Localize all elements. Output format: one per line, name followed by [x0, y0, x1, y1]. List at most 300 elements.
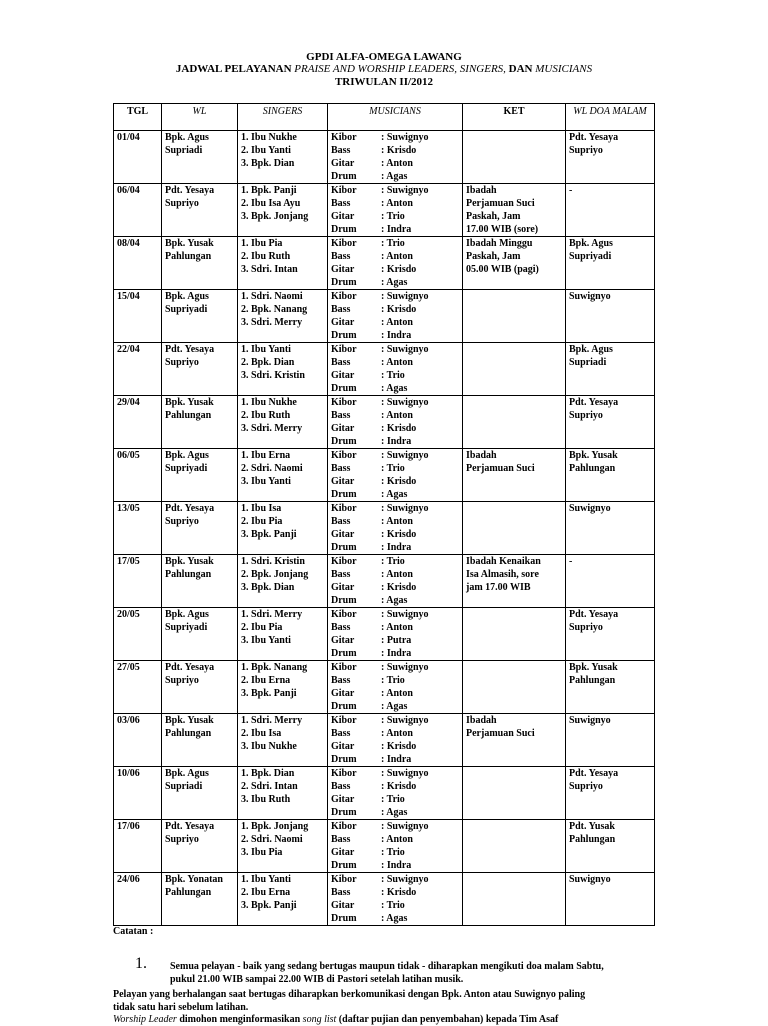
table-row — [114, 714, 655, 767]
instrument-label: Drum — [331, 489, 357, 500]
instrument-label: Drum — [331, 436, 357, 447]
instrument-label: Kibor — [331, 291, 357, 302]
instrument-label: Gitar — [331, 370, 355, 381]
ket-line: Ibadah — [466, 185, 497, 196]
notes-cell — [463, 502, 566, 555]
worship-leader-line: Pahlungan — [165, 728, 212, 739]
singer-line: 1. Bpk. Dian — [241, 768, 295, 779]
singer-line: 3. Sdri. Merry — [241, 317, 303, 328]
notes-cell — [463, 714, 566, 767]
musician-name: : Krisdo — [381, 423, 417, 434]
date-text: 13/05 — [117, 503, 140, 514]
musician-line — [331, 833, 459, 846]
night-prayer-wl-cell — [566, 184, 655, 237]
musician-name: : Suwignyo — [381, 291, 429, 302]
musician-name: : Suwignyo — [381, 874, 429, 885]
musician-line — [331, 873, 459, 886]
night-prayer-wl-line: Bpk. Agus — [569, 238, 613, 249]
singer-line: 1. Bpk. Jonjang — [241, 821, 309, 832]
singer-line: 2. Ibu Erna — [241, 675, 291, 686]
night-prayer-wl-line: Pahlungan — [569, 834, 616, 845]
table-row — [114, 343, 655, 396]
date-cell — [114, 502, 162, 555]
worship-leader-line: Supriadi — [165, 145, 203, 156]
musician-name: : Krisdo — [381, 476, 417, 487]
table-header-row — [114, 104, 655, 131]
night-prayer-wl-line: Bpk. Yusak — [569, 450, 618, 461]
subtitle-part-c: DAN — [505, 63, 536, 75]
musician-line — [331, 515, 459, 528]
instrument-label: Gitar — [331, 900, 355, 911]
ket-line: Ibadah Minggu — [466, 238, 533, 249]
singer-line: 3. Bpk. Dian — [241, 158, 295, 169]
date-cell — [114, 184, 162, 237]
musician-name: : Trio — [381, 556, 405, 567]
musician-name: : Anton — [381, 198, 413, 209]
worship-leader-line: Bpk. Yusak — [165, 715, 214, 726]
musician-line — [331, 846, 459, 859]
worship-leader-line: Pahlungan — [165, 251, 212, 262]
singer-line: 1. Ibu Isa — [241, 503, 282, 514]
date-cell — [114, 237, 162, 290]
note-1 — [170, 960, 670, 986]
musician-line — [331, 740, 459, 753]
musician-line — [331, 475, 459, 488]
instrument-label: Kibor — [331, 821, 357, 832]
date-text: 17/05 — [117, 556, 140, 567]
subtitle-part-b: PRAISE AND WORSHIP LEADERS, SINGERS, — [294, 63, 506, 75]
night-prayer-wl-cell — [566, 290, 655, 343]
musician-line — [331, 806, 459, 819]
musician-line — [331, 661, 459, 674]
singers-cell — [238, 131, 328, 184]
worship-leader-cell — [162, 555, 238, 608]
date-text: 10/06 — [117, 768, 140, 779]
singer-line: 3. Bpk. Panji — [241, 529, 297, 540]
musician-name: : Suwignyo — [381, 132, 429, 143]
singer-line: 1. Ibu Nukhe — [241, 397, 297, 408]
musician-name: : Krisdo — [381, 529, 417, 540]
instrument-label: Bass — [331, 887, 351, 898]
singer-line: 2. Ibu Isa Ayu — [241, 198, 301, 209]
worship-leader-cell — [162, 237, 238, 290]
date-text: 06/04 — [117, 185, 140, 196]
instrument-label: Drum — [331, 701, 357, 712]
musicians-cell — [328, 449, 463, 502]
instrument-label: Bass — [331, 251, 351, 262]
singer-line: 1. Bpk. Nanang — [241, 662, 308, 673]
musician-name: : Anton — [381, 834, 413, 845]
night-prayer-wl-line: Supriadi — [569, 357, 607, 368]
instrument-label: Gitar — [331, 741, 355, 752]
musician-name: : Trio — [381, 463, 405, 474]
worship-leader-cell — [162, 449, 238, 502]
ket-line: 17.00 WIB (sore) — [466, 224, 539, 235]
instrument-label: Drum — [331, 754, 357, 765]
musician-line — [331, 170, 459, 183]
table-row — [114, 237, 655, 290]
singer-line: 3. Bpk. Panji — [241, 688, 297, 699]
instrument-label: Drum — [331, 277, 357, 288]
night-prayer-wl-cell — [566, 449, 655, 502]
singer-line: 2. Bpk. Jonjang — [241, 569, 309, 580]
instrument-label: Drum — [331, 860, 357, 871]
musician-name: : Trio — [381, 900, 405, 911]
note-1-line-1: Semua pelayan - baik yang sedang bertugas maupun tidak - diharapkan mengikuti doa malam Sabtu, — [170, 961, 604, 972]
musician-name: : Trio — [381, 238, 405, 249]
night-prayer-wl-line: Supriyo — [569, 410, 603, 421]
instrument-label: Drum — [331, 330, 357, 341]
musician-name: : Suwignyo — [381, 821, 429, 832]
singers-cell — [238, 767, 328, 820]
note-1-line-2: pukul 21.00 WIB sampai 22.00 WIB di Pastori setelah latihan musik. — [170, 974, 464, 985]
instrument-label: Gitar — [331, 158, 355, 169]
instrument-label: Bass — [331, 516, 351, 527]
ket-line: Paskah, Jam — [466, 211, 521, 222]
musicians-cell — [328, 714, 463, 767]
notes-title: Catatan : — [113, 926, 154, 937]
singer-line: 2. Ibu Ruth — [241, 410, 291, 421]
musician-line — [331, 912, 459, 925]
instrument-label: Kibor — [331, 238, 357, 249]
musician-name: : Indra — [381, 436, 412, 447]
night-prayer-wl-line: Suwignyo — [569, 715, 611, 726]
worship-leader-line: Supriyo — [165, 675, 199, 686]
worship-leader-line: Bpk. Yusak — [165, 397, 214, 408]
musician-name: : Trio — [381, 370, 405, 381]
singers-cell — [238, 343, 328, 396]
worship-leader-line: Pahlungan — [165, 887, 212, 898]
date-cell — [114, 396, 162, 449]
singer-line: 2. Ibu Ruth — [241, 251, 291, 262]
date-cell — [114, 290, 162, 343]
worship-leader-line: Bpk. Agus — [165, 450, 209, 461]
musician-line — [331, 608, 459, 621]
musician-line — [331, 899, 459, 912]
musician-line — [331, 449, 459, 462]
instrument-label: Gitar — [331, 423, 355, 434]
musician-line — [331, 568, 459, 581]
musician-line — [331, 276, 459, 289]
table-row — [114, 184, 655, 237]
musicians-cell — [328, 184, 463, 237]
note-1-marker: 1. — [135, 955, 147, 972]
musician-name: : Krisdo — [381, 781, 417, 792]
instrument-label: Bass — [331, 463, 351, 474]
date-cell — [114, 820, 162, 873]
worship-leader-cell — [162, 290, 238, 343]
instrument-label: Drum — [331, 171, 357, 182]
musician-line — [331, 462, 459, 475]
singer-line: 3. Ibu Ruth — [241, 794, 291, 805]
musician-line — [331, 237, 459, 250]
musician-line — [331, 555, 459, 568]
note-2-line-1: Pelayan yang berhalangan saat bertugas diharapkan berkomunikasi dengan Bpk. Anton atau Suwignyo paling — [113, 989, 586, 1000]
document-period: TRIWULAN II/2012 — [334, 76, 434, 88]
worship-leader-line: Pdt. Yesaya — [165, 185, 215, 196]
note-3-part-c: song list — [302, 1014, 337, 1025]
singer-line: 1. Sdri. Naomi — [241, 291, 303, 302]
notes-cell — [463, 661, 566, 714]
musicians-cell — [328, 396, 463, 449]
musicians-cell — [328, 873, 463, 926]
worship-leader-line: Supriyo — [165, 357, 199, 368]
musician-line — [331, 714, 459, 727]
night-prayer-wl-cell — [566, 396, 655, 449]
musician-line — [331, 687, 459, 700]
worship-leader-cell — [162, 131, 238, 184]
date-text: 01/04 — [117, 132, 140, 143]
night-prayer-wl-cell — [566, 767, 655, 820]
night-prayer-wl-cell — [566, 555, 655, 608]
worship-leader-line: Bpk. Agus — [165, 768, 209, 779]
instrument-label: Drum — [331, 595, 357, 606]
musician-name: : Agas — [381, 913, 408, 924]
singer-line: 2. Bpk. Dian — [241, 357, 295, 368]
instrument-label: Gitar — [331, 582, 355, 593]
worship-leader-cell — [162, 873, 238, 926]
musician-name: : Anton — [381, 622, 413, 633]
instrument-label: Drum — [331, 648, 357, 659]
musicians-cell — [328, 555, 463, 608]
singer-line: 3. Bpk. Dian — [241, 582, 295, 593]
musician-name: : Indra — [381, 542, 412, 553]
instrument-label: Drum — [331, 913, 357, 924]
notes-cell — [463, 820, 566, 873]
musician-name: : Krisdo — [381, 264, 417, 275]
musician-line — [331, 674, 459, 687]
singer-line: 1. Ibu Pia — [241, 238, 283, 249]
worship-leader-line: Supriyo — [165, 198, 199, 209]
table-row — [114, 555, 655, 608]
header-singers: SINGERS — [238, 104, 328, 131]
date-cell — [114, 555, 162, 608]
instrument-label: Kibor — [331, 874, 357, 885]
musician-name: : Trio — [381, 794, 405, 805]
singer-line: 3. Sdri. Intan — [241, 264, 298, 275]
night-prayer-wl-line: Pahlungan — [569, 675, 616, 686]
musician-name: : Trio — [381, 847, 405, 858]
musician-name: : Agas — [381, 277, 408, 288]
ket-line: Perjamuan Suci — [466, 198, 535, 209]
instrument-label: Drum — [331, 224, 357, 235]
note-3 — [113, 1013, 673, 1026]
subtitle-part-a: JADWAL PELAYANAN — [175, 63, 295, 75]
musician-line — [331, 290, 459, 303]
ket-line: Ibadah — [466, 715, 497, 726]
worship-leader-cell — [162, 396, 238, 449]
singer-line: 3. Ibu Nukhe — [241, 741, 297, 752]
musicians-cell — [328, 502, 463, 555]
table-row — [114, 873, 655, 926]
worship-leader-cell — [162, 820, 238, 873]
worship-leader-line: Pdt. Yesaya — [165, 344, 215, 355]
worship-leader-line: Supriyadi — [165, 622, 208, 633]
instrument-label: Gitar — [331, 794, 355, 805]
date-text: 15/04 — [117, 291, 140, 302]
musician-name: : Anton — [381, 569, 413, 580]
musician-name: : Suwignyo — [381, 503, 429, 514]
night-prayer-wl-line: Pdt. Yesaya — [569, 768, 619, 779]
instrument-label: Bass — [331, 781, 351, 792]
ket-line: 05.00 WIB (pagi) — [466, 264, 539, 275]
night-prayer-wl-line: Pahlungan — [569, 463, 616, 474]
date-text: 17/06 — [117, 821, 140, 832]
musician-line — [331, 767, 459, 780]
worship-leader-line: Pdt. Yesaya — [165, 821, 215, 832]
musician-name: : Trio — [381, 675, 405, 686]
instrument-label: Bass — [331, 410, 351, 421]
singers-cell — [238, 396, 328, 449]
musician-line — [331, 780, 459, 793]
musician-line — [331, 223, 459, 236]
singer-line: 2. Sdri. Intan — [241, 781, 298, 792]
instrument-label: Kibor — [331, 185, 357, 196]
musician-name: : Krisdo — [381, 887, 417, 898]
date-text: 27/05 — [117, 662, 140, 673]
night-prayer-wl-line: Suwignyo — [569, 874, 611, 885]
instrument-label: Kibor — [331, 344, 357, 355]
musician-name: : Agas — [381, 383, 408, 394]
instrument-label: Kibor — [331, 715, 357, 726]
musician-line — [331, 700, 459, 713]
table-row — [114, 767, 655, 820]
musician-line — [331, 144, 459, 157]
worship-leader-cell — [162, 714, 238, 767]
singer-line: 3. Sdri. Merry — [241, 423, 303, 434]
musicians-cell — [328, 608, 463, 661]
musician-line — [331, 343, 459, 356]
musician-name: : Suwignyo — [381, 450, 429, 461]
worship-leader-cell — [162, 608, 238, 661]
subtitle-part-d: MUSICIANS — [535, 63, 593, 75]
ket-line: Perjamuan Suci — [466, 728, 535, 739]
date-text: 29/04 — [117, 397, 140, 408]
night-prayer-wl-cell — [566, 502, 655, 555]
musician-line — [331, 396, 459, 409]
ket-line: Perjamuan Suci — [466, 463, 535, 474]
instrument-label: Bass — [331, 304, 351, 315]
notes-cell — [463, 873, 566, 926]
instrument-label: Gitar — [331, 476, 355, 487]
instrument-label: Drum — [331, 383, 357, 394]
singer-line: 1. Ibu Yanti — [241, 874, 291, 885]
ket-line: Isa Almasih, sore — [466, 569, 539, 580]
header-wl: WL — [162, 104, 238, 131]
night-prayer-wl-line: Pdt. Yesaya — [569, 132, 619, 143]
worship-leader-line: Supriyadi — [165, 304, 208, 315]
instrument-label: Gitar — [331, 529, 355, 540]
singer-line: 1. Ibu Nukhe — [241, 132, 297, 143]
table-row — [114, 449, 655, 502]
night-prayer-wl-cell — [566, 714, 655, 767]
night-prayer-wl-cell — [566, 820, 655, 873]
musician-name: : Suwignyo — [381, 609, 429, 620]
instrument-label: Gitar — [331, 264, 355, 275]
worship-leader-cell — [162, 502, 238, 555]
night-prayer-wl-line: Supriyadi — [569, 251, 612, 262]
worship-leader-line: Bpk. Yonatan — [165, 874, 223, 885]
worship-leader-line: Pdt. Yesaya — [165, 503, 215, 514]
table-row — [114, 290, 655, 343]
instrument-label: Gitar — [331, 688, 355, 699]
musician-line — [331, 369, 459, 382]
notes-cell — [463, 555, 566, 608]
notes-cell — [463, 608, 566, 661]
musician-name: : Putra — [381, 635, 412, 646]
date-cell — [114, 661, 162, 714]
musician-name: : Anton — [381, 516, 413, 527]
worship-leader-line: Supriyo — [165, 516, 199, 527]
musician-name: : Indra — [381, 754, 412, 765]
date-text: 22/04 — [117, 344, 140, 355]
notes-cell — [463, 131, 566, 184]
musician-line — [331, 250, 459, 263]
instrument-label: Bass — [331, 569, 351, 580]
singers-cell — [238, 290, 328, 343]
musician-line — [331, 886, 459, 899]
singer-line: 2. Ibu Pia — [241, 516, 283, 527]
musician-name: : Suwignyo — [381, 185, 429, 196]
singers-cell — [238, 184, 328, 237]
night-prayer-wl-cell — [566, 131, 655, 184]
musician-name: : Suwignyo — [381, 715, 429, 726]
musician-name: : Agas — [381, 807, 408, 818]
musician-name: : Suwignyo — [381, 662, 429, 673]
musician-name: : Agas — [381, 701, 408, 712]
schedule-table — [113, 103, 655, 926]
musician-line — [331, 634, 459, 647]
singer-line: 1. Ibu Erna — [241, 450, 291, 461]
singer-line: 1. Bpk. Panji — [241, 185, 297, 196]
instrument-label: Kibor — [331, 609, 357, 620]
date-cell — [114, 767, 162, 820]
musicians-cell — [328, 131, 463, 184]
header-wl-doa-malam: WL DOA MALAM — [566, 104, 655, 131]
musician-line — [331, 793, 459, 806]
date-text: 20/05 — [117, 609, 140, 620]
instrument-label: Bass — [331, 728, 351, 739]
notes-cell — [463, 237, 566, 290]
singer-line: 1. Sdri. Merry — [241, 715, 303, 726]
musician-line — [331, 263, 459, 276]
table-row — [114, 661, 655, 714]
ket-line: Ibadah Kenaikan — [466, 556, 541, 567]
worship-leader-line: Bpk. Agus — [165, 291, 209, 302]
header-ket: KET — [463, 104, 566, 131]
date-cell — [114, 131, 162, 184]
date-cell — [114, 873, 162, 926]
musician-line — [331, 422, 459, 435]
instrument-label: Bass — [331, 675, 351, 686]
musician-line — [331, 157, 459, 170]
musician-name: : Indra — [381, 330, 412, 341]
ket-line: Ibadah — [466, 450, 497, 461]
date-cell — [114, 714, 162, 767]
notes-cell — [463, 767, 566, 820]
worship-leader-cell — [162, 184, 238, 237]
worship-leader-line: Bpk. Yusak — [165, 238, 214, 249]
musician-name: : Agas — [381, 171, 408, 182]
musician-line — [331, 210, 459, 223]
musician-line — [331, 356, 459, 369]
musician-line — [331, 382, 459, 395]
worship-leader-line: Supriyo — [165, 834, 199, 845]
worship-leader-line: Bpk. Yusak — [165, 556, 214, 567]
instrument-label: Gitar — [331, 635, 355, 646]
date-cell — [114, 449, 162, 502]
ket-line: jam 17.00 WIB — [466, 582, 531, 593]
